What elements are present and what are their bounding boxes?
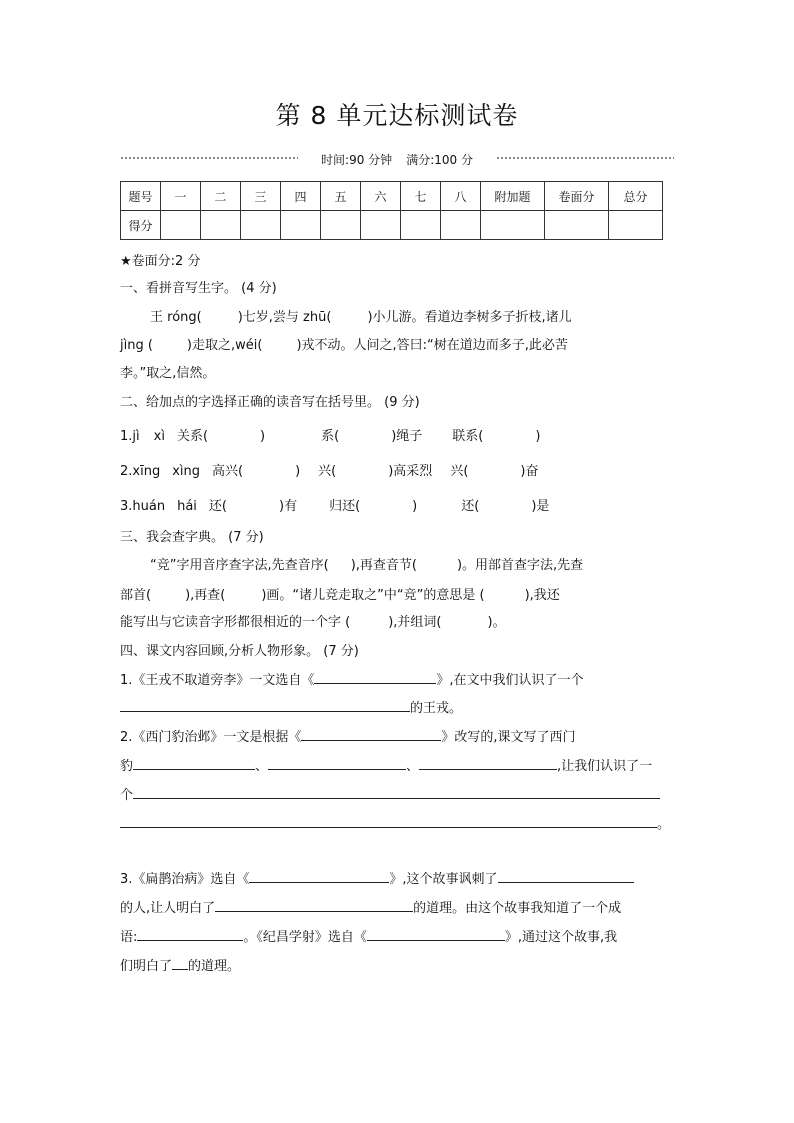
answer-blank[interactable] <box>268 755 406 770</box>
score-cell[interactable] <box>161 211 201 240</box>
section4-q1-line2: 的王戎。 <box>120 697 462 716</box>
score-row-label: 得分 <box>121 211 161 240</box>
section4-heading: 四、课文内容回顾,分析人物形象。 (7 分) <box>120 644 359 659</box>
section1-heading: 一、看拼音写生字。 (4 分) <box>120 281 277 296</box>
score-col-header: 三 <box>241 182 281 211</box>
section2-heading: 二、给加点的字选择正确的读音写在括号里。 (9 分) <box>120 395 420 410</box>
answer-blank[interactable] <box>498 868 634 883</box>
neatness-note: ★卷面分:2 分 <box>120 254 201 269</box>
score-cell[interactable] <box>241 211 281 240</box>
section3-line3: 能写出与它读音字形都很相近的一个字 ( ),并组词( )。 <box>120 615 506 630</box>
answer-blank[interactable] <box>419 755 557 770</box>
section4-q2-line1: 2.《西门豹治邺》一文是根据《 》改写的,课文写了西门 <box>120 726 576 745</box>
answer-blank[interactable] <box>367 926 505 941</box>
score-col-header: 六 <box>361 182 401 211</box>
answer-blank[interactable] <box>301 726 441 741</box>
score-col-header: 二 <box>201 182 241 211</box>
answer-blank[interactable] <box>120 697 410 712</box>
exam-full-score: 满分:100 分 <box>406 153 473 167</box>
score-table <box>120 181 663 240</box>
section2-q3: 3.huán hái 还( )有 归还( ) 还( )是 <box>120 499 550 514</box>
score-col-header: 卷面分 <box>545 182 609 211</box>
section4-q2-line4: 。 <box>120 813 670 832</box>
score-cell[interactable] <box>481 211 545 240</box>
section4-q3-line3: 语: 。《纪昌学射》选自《 》,通过这个故事,我 <box>120 926 617 945</box>
score-table-score-row <box>121 211 663 240</box>
score-cell[interactable] <box>281 211 321 240</box>
score-cell[interactable] <box>201 211 241 240</box>
answer-blank[interactable] <box>120 813 657 828</box>
decorative-divider-right <box>496 156 674 160</box>
score-header-label: 题号 <box>121 182 161 211</box>
score-col-header: 总分 <box>609 182 663 211</box>
score-cell[interactable] <box>441 211 481 240</box>
score-cell[interactable] <box>545 211 609 240</box>
section1-line3: 李。”取之,信然。 <box>120 366 216 381</box>
score-col-header: 七 <box>401 182 441 211</box>
section1-line2: jìng ( )走取之,wéi( )戎不动。人问之,答曰:“树在道边而多子,此必苦 <box>120 338 568 353</box>
answer-blank[interactable] <box>314 669 436 684</box>
section4-q3-line1: 3.《扁鹊治病》选自《 》,这个故事讽刺了 <box>120 868 634 887</box>
section1-line1: 王 róng( )七岁,尝与 zhū( )小儿游。看道边李树多子折枝,诸儿 <box>150 310 572 325</box>
section4-q1-line1: 1.《王戎不取道旁李》一文选自《 》,在文中我们认识了一个 <box>120 669 584 688</box>
score-table-header-row <box>121 182 663 211</box>
decorative-divider-left <box>120 156 298 160</box>
answer-blank[interactable] <box>133 755 255 770</box>
section3-heading: 三、我会查字典。 (7 分) <box>120 530 264 545</box>
exam-meta <box>120 150 674 168</box>
answer-blank[interactable] <box>133 784 660 799</box>
score-col-header: 八 <box>441 182 481 211</box>
answer-blank[interactable] <box>215 897 413 912</box>
answer-blank[interactable] <box>172 955 188 970</box>
section4-q3-line4: 们明白了 的道理。 <box>120 955 240 974</box>
section4-q3-line2: 的人,让人明白了 的道理。由这个故事我知道了一个成 <box>120 897 621 916</box>
score-cell[interactable] <box>401 211 441 240</box>
score-cell[interactable] <box>361 211 401 240</box>
score-cell[interactable] <box>321 211 361 240</box>
section3-line1: “竞”字用音序查字法,先查音序( ),再查音节( )。用部首查字法,先查 <box>150 558 584 573</box>
score-col-header: 一 <box>161 182 201 211</box>
score-col-header: 四 <box>281 182 321 211</box>
exam-time: 时间:90 分钟 <box>321 153 393 167</box>
section4-q2-line2: 豹 、 、 ,让我们认识了一 <box>120 755 652 774</box>
score-cell[interactable] <box>609 211 663 240</box>
score-col-header: 五 <box>321 182 361 211</box>
section2-q2: 2.xīng xìng 高兴( ) 兴( )高采烈 兴( )奋 <box>120 464 539 479</box>
page-title: 第 8 单元达标测试卷 <box>275 101 519 130</box>
answer-blank[interactable] <box>249 868 389 883</box>
section4-q2-line3: 个 <box>120 784 660 803</box>
score-col-header: 附加题 <box>481 182 545 211</box>
section2-q1: 1.jì xì 关系( ) 系( )绳子 联系( ) <box>120 429 541 444</box>
section3-line2: 部首( ),再查( )画。“诸儿竞走取之”中“竞”的意思是 ( ),我还 <box>120 588 560 603</box>
answer-blank[interactable] <box>137 926 243 941</box>
